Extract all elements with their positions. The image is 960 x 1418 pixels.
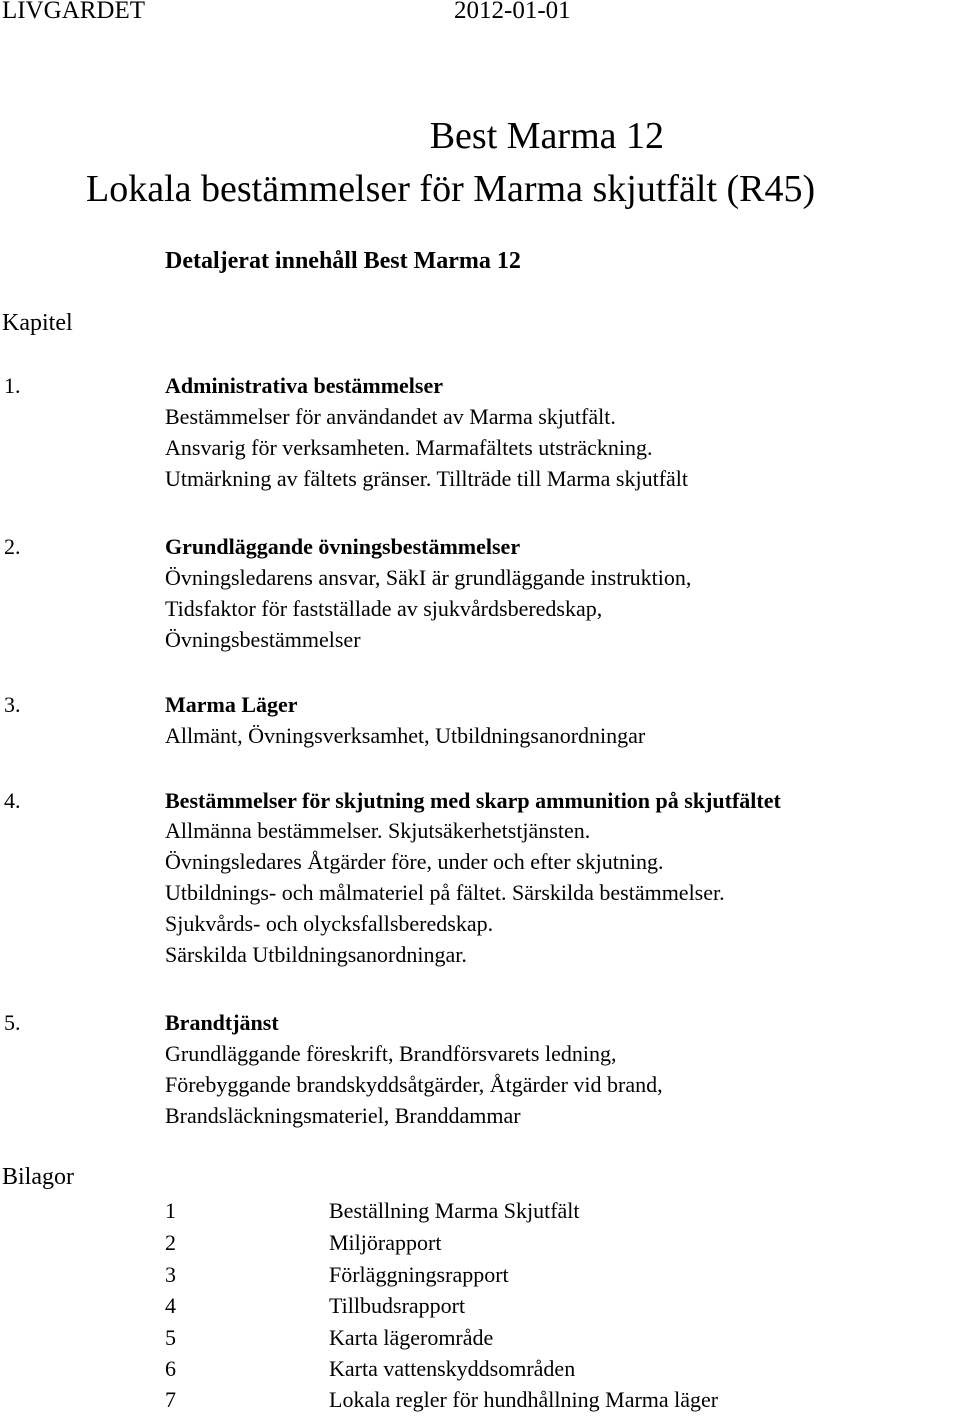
chapter-line: Övningsbestämmelser	[165, 627, 361, 652]
chapter-line: Övningsledares Åtgärder före, under och efter skjutning.	[165, 849, 664, 874]
title-line-2: Lokala bestämmelser för Marma skjutfält (R45)	[86, 168, 816, 210]
bilaga-number: 7	[165, 1387, 176, 1412]
bilaga-number: 3	[165, 1262, 176, 1287]
chapter-line: Allmänna bestämmelser. Skjutsäkerhetstjänsten.	[165, 818, 591, 843]
bilaga-number: 6	[165, 1356, 176, 1381]
chapter-line: Sjukvårds- och olycksfallsberedskap.	[165, 911, 494, 936]
bilaga-item	[0, 1227, 960, 1258]
chapter-title: Bestämmelser för skjutning med skarp ammunition på skjutfältet	[165, 788, 781, 813]
bilaga-number: 5	[165, 1325, 176, 1350]
bilaga-number: 1	[165, 1198, 176, 1223]
chapter-line: Grundläggande föreskrift, Brandförsvarets ledning,	[165, 1041, 617, 1066]
bilaga-item	[0, 1195, 960, 1226]
bilaga-item	[0, 1384, 960, 1415]
chapter-line: Utbildnings- och målmateriel på fältet. Särskilda bestämmelser.	[165, 880, 725, 905]
bilagor-heading: Bilagor	[2, 1164, 74, 1190]
header-date: 2012-01-01	[454, 0, 571, 24]
bilaga-title: Förläggningsrapport	[329, 1262, 509, 1287]
chapter-line: Särskilda Utbildningsanordningar.	[165, 942, 467, 967]
bilaga-title: Tillbudsrapport	[329, 1293, 466, 1318]
chapter-number: 4.	[4, 788, 21, 813]
chapter-title: Administrativa bestämmelser	[165, 373, 444, 398]
chapter-number: 5.	[4, 1010, 21, 1035]
chapter-line: Bestämmelser för användandet av Marma skjutfält.	[165, 404, 616, 429]
chapter-line: Brandsläckningsmateriel, Branddammar	[165, 1103, 521, 1128]
chapter-number: 1.	[4, 373, 21, 398]
chapter-title: Marma Läger	[165, 692, 298, 717]
kapitel-heading: Kapitel	[2, 310, 73, 336]
bilaga-item	[0, 1322, 960, 1353]
chapter-number: 3.	[4, 692, 21, 717]
bilaga-title: Beställning Marma Skjutfält	[329, 1198, 580, 1223]
document-subtitle: Detaljerat innehåll Best Marma 12	[165, 248, 521, 274]
chapter-line: Övningsledarens ansvar, SäkI är grundläggande instruktion,	[165, 565, 692, 590]
bilaga-item	[0, 1290, 960, 1321]
chapter-line: Ansvarig för verksamheten. Marmafältets utsträckning.	[165, 435, 653, 460]
title-line-1: Best Marma 12	[429, 115, 664, 157]
bilaga-title: Miljörapport	[329, 1230, 442, 1255]
header-organization: LIVGARDET	[2, 0, 146, 24]
chapter-line: Förebyggande brandskyddsåtgärder, Åtgärder vid brand,	[165, 1072, 663, 1097]
chapter-title: Grundläggande övningsbestämmelser	[165, 534, 521, 559]
chapter-number: 2.	[4, 534, 21, 559]
bilaga-title: Karta lägerområde	[329, 1325, 494, 1350]
bilaga-title: Lokala regler för hundhållning Marma läger	[329, 1387, 719, 1412]
chapter-line: Utmärkning av fältets gränser. Tillträde till Marma skjutfält	[165, 466, 689, 491]
bilaga-number: 4	[165, 1293, 176, 1318]
bilaga-number: 2	[165, 1230, 176, 1255]
chapter-line: Allmänt, Övningsverksamhet, Utbildningsanordningar	[165, 723, 646, 748]
chapter-line: Tidsfaktor för fastställade av sjukvårdsberedskap,	[165, 596, 603, 621]
chapter-title: Brandtjänst	[165, 1010, 279, 1035]
bilaga-item	[0, 1259, 960, 1290]
bilaga-title: Karta vattenskyddsområden	[329, 1356, 576, 1381]
bilaga-item	[0, 1353, 960, 1384]
